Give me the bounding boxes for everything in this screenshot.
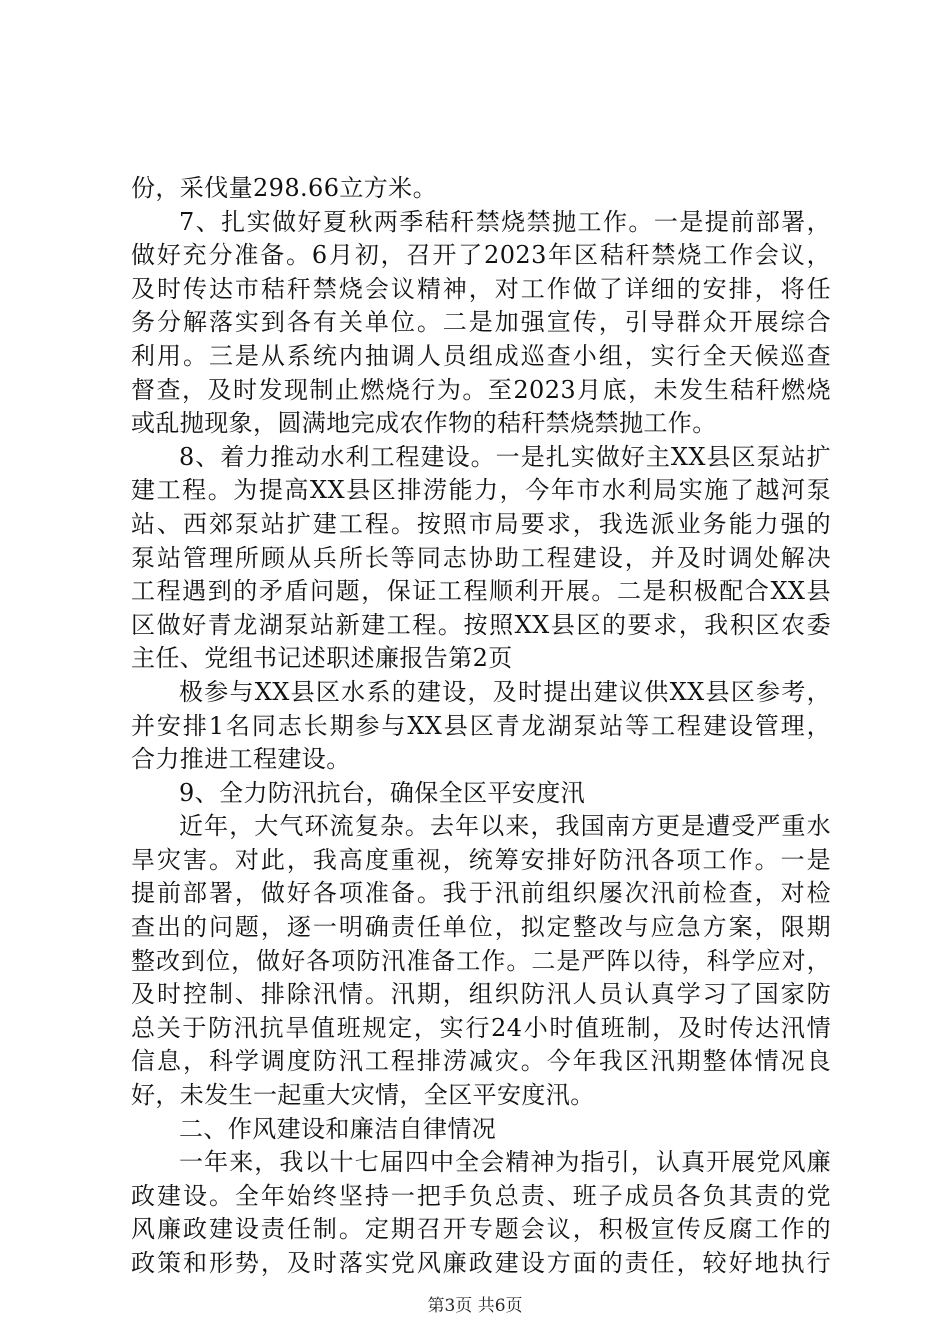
text-line: 信息，科学调度防汛工程排涝减灾。今年我区汛期整体情况良 bbox=[131, 1047, 831, 1076]
text-line: 及时传达市秸秆禁烧会议精神，对工作做了详细的安排，将任 bbox=[131, 274, 831, 303]
text-line: 区做好青龙湖泵站新建工程。按照XX县区的要求，我积区农委 bbox=[131, 610, 831, 639]
text-line: 好，未发生一起重大灾情，全区平安度汛。 bbox=[131, 1081, 595, 1110]
text-line: 近年，大气环流复杂。去年以来，我国南方更是遭受严重水 bbox=[179, 812, 831, 841]
text-line: 份，采伐量298.66立方米。 bbox=[131, 174, 437, 202]
text-line: 整改到位，做好各项防汛准备工作。二是严阵以待，科学应对， bbox=[131, 946, 831, 975]
text-line: 或乱抛现象，圆满地完成农作物的秸秆禁烧禁抛工作。 bbox=[131, 409, 717, 438]
text-line: 督查，及时发现制止燃烧行为。至2023月底，未发生秸秆燃烧 bbox=[131, 375, 831, 404]
page-footer: 第3页 共6页 bbox=[427, 1296, 523, 1316]
text-line: 极参与XX县区水系的建设，及时提出建议供XX县区参考， bbox=[179, 677, 831, 706]
text-line: 提前部署，做好各项准备。我于汛前组织屡次汛前检查，对检 bbox=[131, 879, 831, 908]
text-line: 并安排1名同志长期参与XX县区青龙湖泵站等工程建设管理， bbox=[131, 711, 831, 740]
text-line: 合力推进工程建设。 bbox=[131, 745, 351, 774]
text-line: 做好充分准备。6月初，召开了2023年区秸秆禁烧工作会议， bbox=[131, 241, 831, 270]
text-line: 二、作风建设和廉洁自律情况 bbox=[179, 1114, 497, 1143]
text-line: 总关于防汛抗旱值班规定，实行24小时值班制，及时传达汛情 bbox=[131, 1013, 831, 1042]
text-line: 8、着力推动水利工程建设。一是扎实做好主XX县区泵站扩 bbox=[179, 442, 831, 471]
text-line: 政建设。全年始终坚持一把手负总责、班子成员各负其责的党 bbox=[131, 1181, 831, 1210]
text-line: 政策和形势，及时落实党风廉政建设方面的责任，较好地执行 bbox=[131, 1249, 831, 1277]
text-line: 7、扎实做好夏秋两季秸秆禁烧禁抛工作。一是提前部署， bbox=[179, 207, 831, 236]
text-line: 查出的问题，逐一明确责任单位，拟定整改与应急方案，限期 bbox=[131, 913, 831, 942]
text-line: 利用。三是从系统内抽调人员组成巡查小组，实行全天候巡查 bbox=[131, 341, 831, 370]
text-line: 9、全力防汛抗台，确保全区平安度汛 bbox=[179, 778, 586, 807]
text-line: 风廉政建设责任制。定期召开专题会议，积极宣传反腐工作的 bbox=[131, 1215, 831, 1244]
text-line: 建工程。为提高XX县区排涝能力，今年市水利局实施了越河泵 bbox=[131, 476, 831, 505]
text-line: 主任、党组书记述职述廉报告第2页 bbox=[131, 644, 513, 673]
text-line: 工程遇到的矛盾问题，保证工程顺利开展。二是积极配合XX县 bbox=[131, 577, 831, 606]
text-line: 及时控制、排除汛情。汛期，组织防汛人员认真学习了国家防 bbox=[131, 980, 831, 1009]
document-body bbox=[131, 172, 831, 1281]
text-line: 一年来，我以十七届四中全会精神为指引，认真开展党风廉 bbox=[179, 1148, 831, 1177]
text-line: 务分解落实到各有关单位。二是加强宣传，引导群众开展综合 bbox=[131, 308, 831, 337]
text-line: 站、西郊泵站扩建工程。按照市局要求，我选派业务能力强的 bbox=[131, 509, 831, 538]
text-line: 泵站管理所顾从兵所长等同志协助工程建设，并及时调处解决 bbox=[131, 543, 831, 572]
text-line: 旱灾害。对此，我高度重视，统筹安排好防汛各项工作。一是 bbox=[131, 845, 831, 874]
